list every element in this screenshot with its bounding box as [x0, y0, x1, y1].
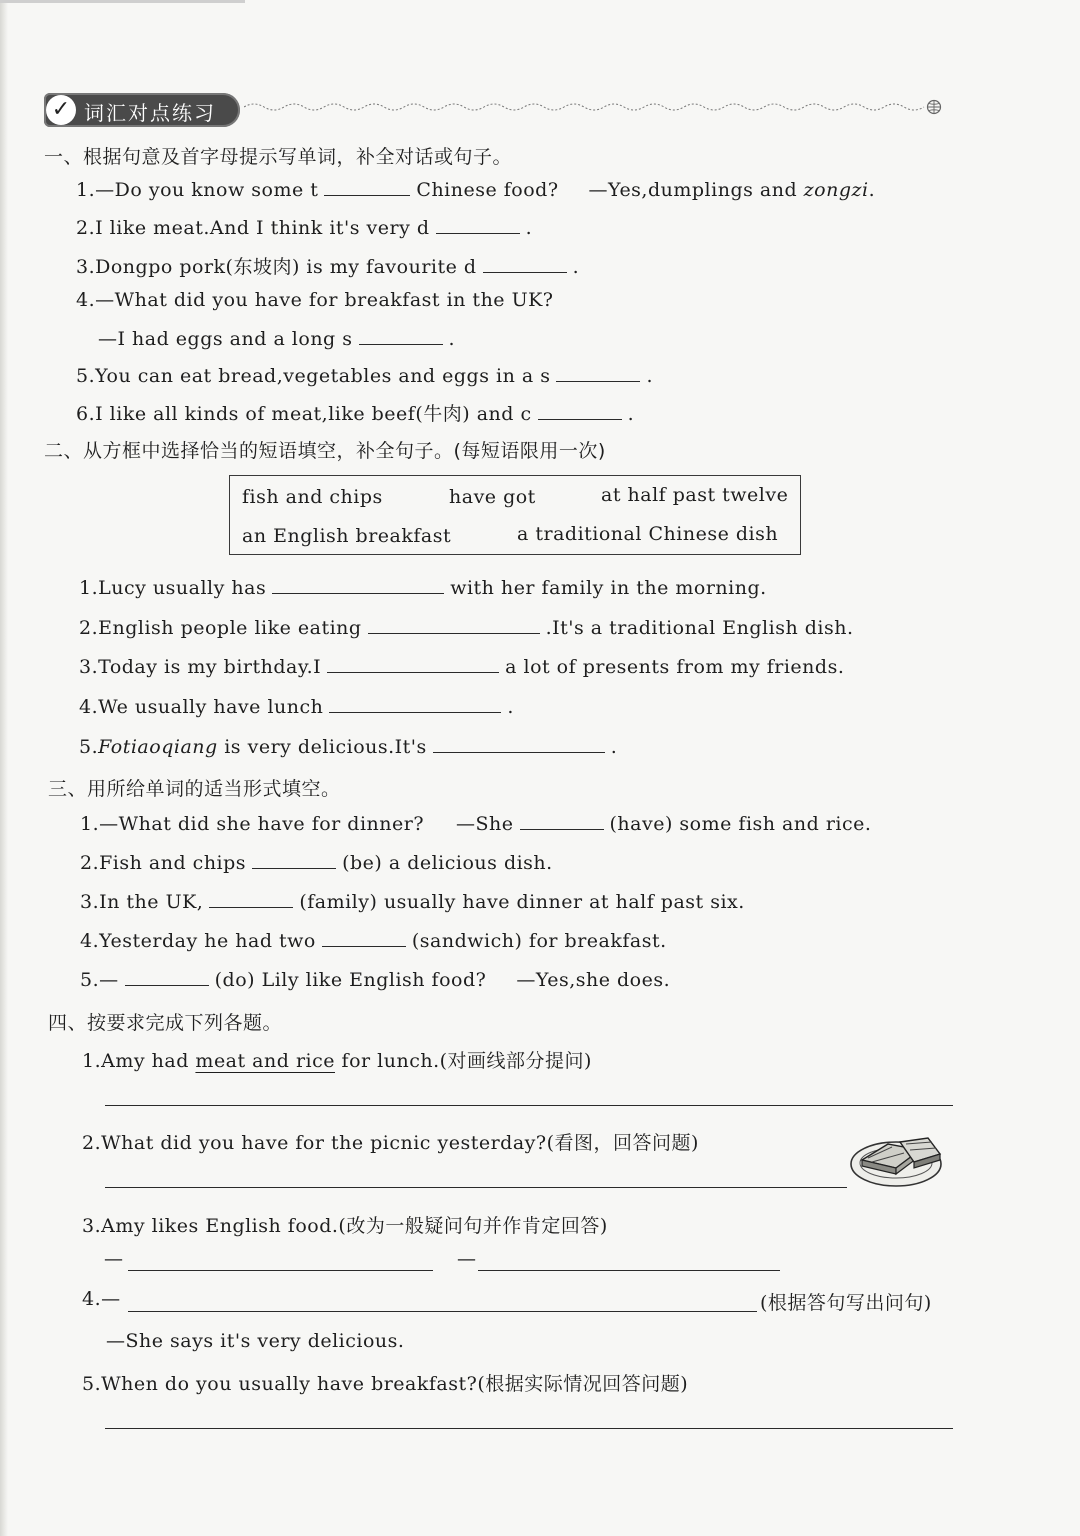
p1-q4-blank[interactable]: [359, 326, 443, 345]
p2-q2-blank[interactable]: [368, 615, 540, 634]
wavy-divider: [244, 100, 944, 114]
p4-q3-dash2: —: [457, 1248, 477, 1270]
p1-q3-blank[interactable]: [483, 254, 567, 273]
page-spine: [0, 0, 8, 1536]
p3-q4: 4.Yesterday he had two (sandwich) for breakfast.: [80, 930, 667, 952]
p1-q1: 1.—Do you know some t Chinese food? —Yes,dumplings and zongzi.: [76, 179, 876, 201]
part3-heading: 三、用所给单词的适当形式填空。: [48, 778, 341, 800]
p2-q5: 5.Fotiaoqiang is very delicious.It's .: [79, 736, 618, 758]
p3-q1-blank[interactable]: [520, 811, 604, 830]
p2-q1: 1.Lucy usually has with her family in the morning.: [79, 577, 767, 599]
p1-q4-answer: —I had eggs and a long s .: [98, 328, 456, 350]
p2-q5-blank[interactable]: [433, 734, 605, 753]
section-badge: [44, 93, 240, 127]
section-title: 词汇对点练习: [84, 101, 216, 125]
p4-q3-dash1: —: [104, 1248, 124, 1270]
phrase-option: have got: [449, 486, 536, 508]
phrase-option: an English breakfast: [242, 525, 452, 547]
p4-q3: 3.Amy likes English food.(改为一般疑问句并作肯定回答): [82, 1215, 608, 1237]
p2-q3-blank[interactable]: [327, 654, 499, 673]
p2-q2: 2.English people like eating .It's a traditional English dish.: [79, 617, 854, 639]
p1-q1-blank[interactable]: [324, 177, 410, 196]
p4-q5-answer-line[interactable]: [105, 1428, 953, 1429]
p3-q2: 2.Fish and chips (be) a delicious dish.: [80, 852, 553, 874]
p4-q1: 1.Amy had meat and rice for lunch.(对画线部分提问): [82, 1050, 592, 1072]
p2-q3: 3.Today is my birthday.I a lot of presents from my friends.: [79, 656, 845, 678]
p1-q6-blank[interactable]: [538, 401, 622, 420]
p4-q2: 2.What did you have for the picnic yesterday?(看图，回答问题): [82, 1132, 699, 1154]
p4-q4-answer: —She says it's very delicious.: [106, 1330, 405, 1352]
p4-q4-answer-line[interactable]: [128, 1311, 757, 1312]
phrase-box: [229, 475, 801, 555]
p3-q2-blank[interactable]: [252, 850, 336, 869]
p1-q2-blank[interactable]: [436, 215, 520, 234]
p4-q3-answer-line-1[interactable]: [128, 1270, 433, 1271]
p1-q3: 3.Dongpo pork(东坡肉) is my favourite d .: [76, 256, 580, 278]
p2-q4-blank[interactable]: [329, 694, 501, 713]
p4-q5: 5.When do you usually have breakfast?(根据实际情况回答问题): [82, 1373, 689, 1395]
p1-q4: 4.—What did you have for breakfast in the UK?: [76, 289, 554, 311]
p3-q1: 1.—What did she have for dinner? —She (have) some fish and rice.: [80, 813, 872, 835]
p3-q5-blank[interactable]: [125, 967, 209, 986]
sandwich-plate-icon: [848, 1120, 946, 1192]
p1-q5: 5.You can eat bread,vegetables and eggs in a s .: [76, 365, 654, 387]
phrase-option: fish and chips: [242, 486, 383, 508]
check-icon: ✓: [46, 95, 76, 125]
phrase-option: at half past twelve: [601, 484, 789, 506]
p3-q4-blank[interactable]: [322, 928, 406, 947]
part4-heading: 四、按要求完成下列各题。: [48, 1012, 283, 1034]
p4-q4-hint: (根据答句写出问句): [760, 1292, 932, 1314]
p4-q1-answer-line[interactable]: [105, 1105, 953, 1106]
p2-q1-blank[interactable]: [272, 575, 444, 594]
p1-q6: 6.I like all kinds of meat,like beef(牛肉) and c .: [76, 403, 635, 425]
p1-q5-blank[interactable]: [556, 363, 640, 382]
p3-q3-blank[interactable]: [209, 889, 293, 908]
p4-q2-answer-line[interactable]: [105, 1187, 847, 1188]
part2-heading: 二、从方框中选择恰当的短语填空，补全句子。(每短语限用一次): [44, 440, 606, 462]
globe-icon: [926, 99, 942, 115]
part1-heading: 一、根据句意及首字母提示写单词，补全对话或句子。: [44, 146, 513, 168]
underlined-phrase: meat and rice: [195, 1050, 335, 1072]
phrase-option: a traditional Chinese dish: [517, 523, 779, 545]
p1-q2: 2.I like meat.And I think it's very d .: [76, 217, 533, 239]
p3-q5: 5.— (do) Lily like English food? —Yes,she does.: [80, 969, 671, 991]
page-top-edge: [0, 0, 245, 3]
p4-q3-answer-line-2[interactable]: [478, 1270, 780, 1271]
p4-q4: 4.—: [82, 1288, 121, 1310]
p3-q3: 3.In the UK, (family) usually have dinner at half past six.: [80, 891, 745, 913]
p2-q4: 4.We usually have lunch .: [79, 696, 514, 718]
